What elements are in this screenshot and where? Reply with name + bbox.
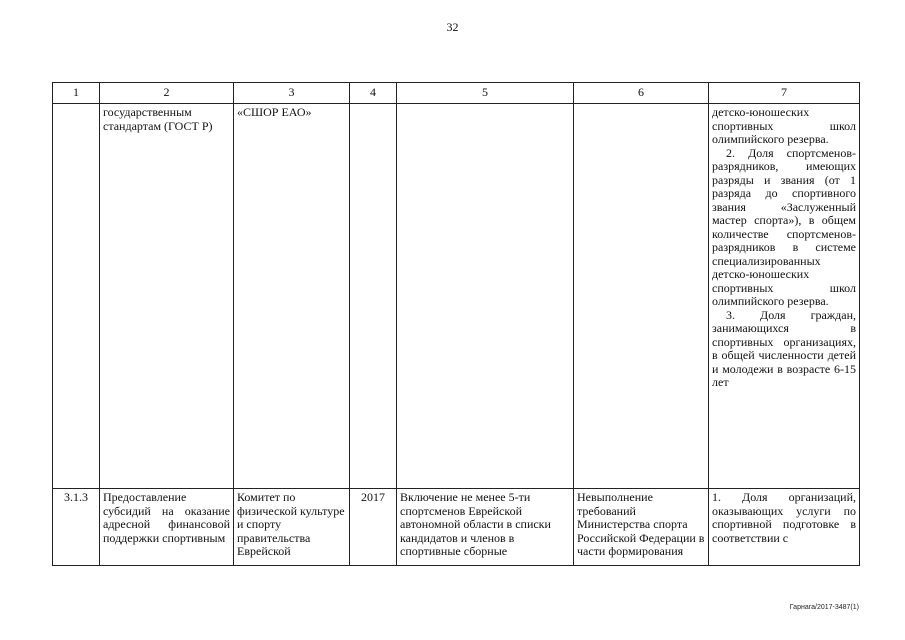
program-table	[52, 82, 860, 566]
header-col-7: 7	[709, 83, 860, 104]
header-col-3: 3	[234, 83, 350, 104]
table-row	[53, 104, 860, 489]
cell-activity: Предоставление субсидий на оказание адресной финансовой поддержки спортивным	[100, 489, 234, 566]
indicator-text-2-content: 2. Доля спортсменов-разрядников, имеющих разряды и звания (от 1 разряда до спортивного звания «Заслуженный мастер спорта»), в общем количестве спортсменов-разрядников в системе специализированных детско-юношеских спортивных школ олимпийского резерва.	[712, 145, 856, 308]
header-col-2: 2	[100, 83, 234, 104]
page-number: 32	[446, 20, 459, 34]
cell-indicators	[709, 104, 860, 489]
cell-executor: «СШОР ЕАО»	[234, 104, 350, 489]
cell-year	[350, 104, 397, 489]
header-row	[53, 83, 860, 104]
cell-executor: Комитет по физической культуре и спорту правительства Еврейской	[234, 489, 350, 566]
header-col-5: 5	[397, 83, 574, 104]
cell-number: 3.1.3	[53, 489, 100, 566]
header-col-1: 1	[53, 83, 100, 104]
header-col-4: 4	[350, 83, 397, 104]
cell-number	[53, 104, 100, 489]
cell-result: Включение не менее 5-ти спортсменов Еврейской автономной области в списки кандидатов и членов в спортивные сборные	[397, 489, 574, 566]
cell-activity: государственным стандартам (ГОСТ Р)	[100, 104, 234, 489]
header-col-6: 6	[574, 83, 709, 104]
cell-result	[397, 104, 574, 489]
indicator-text-3-content: 3. Доля граждан, занимающихся в спортивных организациях, в общей численности детей и молодежи в возрасте 6-15 лет	[712, 307, 856, 389]
indicator-text-1: детско-юношеских спортивных школ олимпийского резерва.	[712, 105, 856, 146]
cell-consequences: Невыполнение требований Министерства спорта Российской Федерации в части формирования	[574, 489, 709, 566]
cell-consequences	[574, 104, 709, 489]
cell-indicators: 1. Доля организаций, оказывающих услуги по спортивной подготовке в соответствии с	[709, 489, 860, 566]
cell-year: 2017	[350, 489, 397, 566]
table-row	[53, 489, 860, 566]
indicator-text-3	[712, 309, 856, 390]
indicator-text-2	[712, 147, 856, 309]
document-footer-code: Гарнага/2017-3487(1)	[789, 604, 859, 611]
